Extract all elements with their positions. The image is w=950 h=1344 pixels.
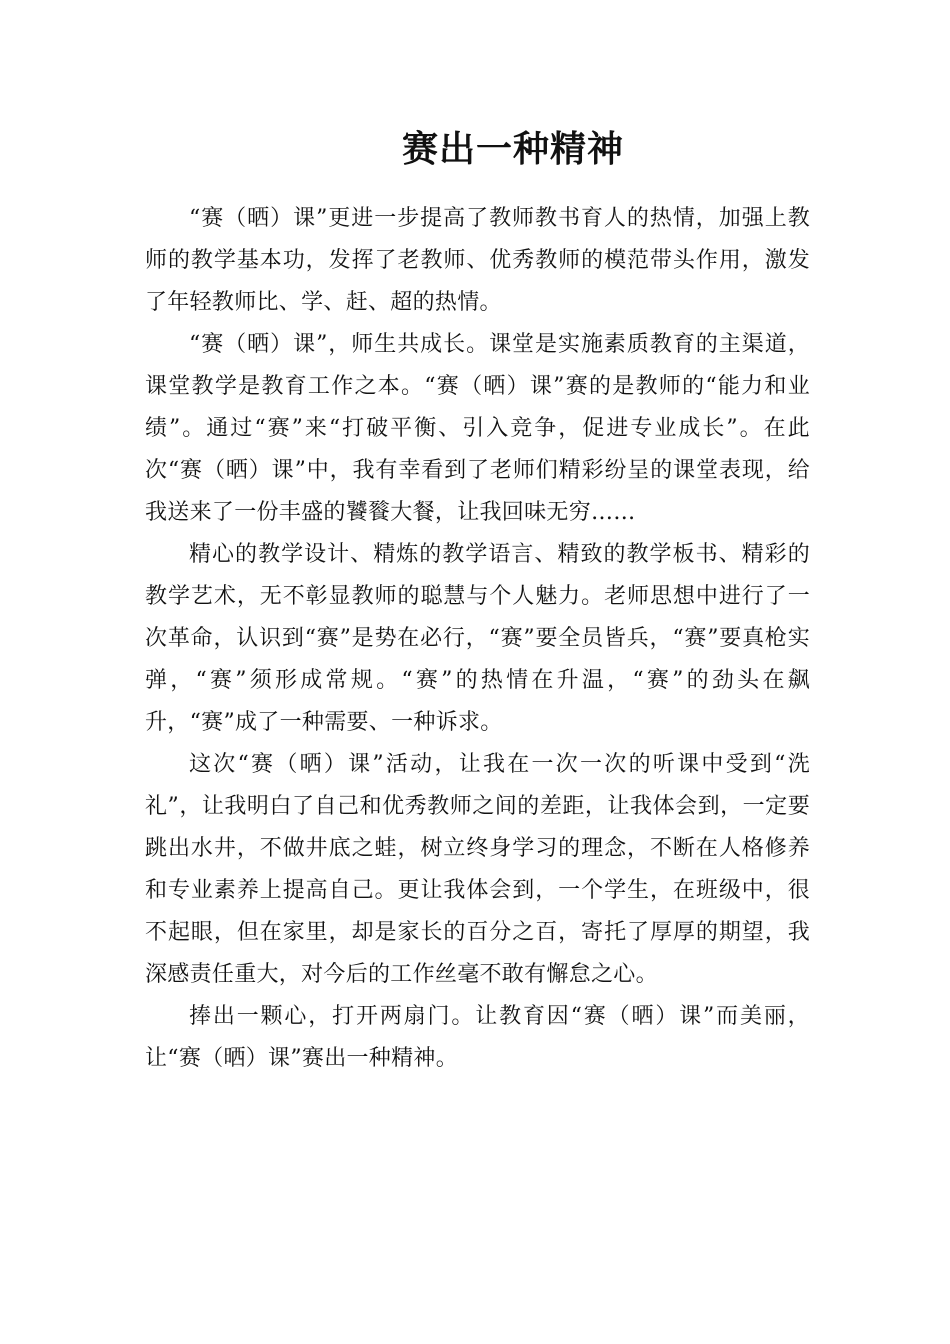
- paragraph-2: “赛（晒）课”，师生共成长。课堂是实施素质教育的主渠道，课堂教学是教育工作之本。“赛（晒）课”赛的是教师的“能力和业绩”。通过“赛”来“打破平衡、引入竞争，促进专业成长”。在此次“赛（晒）课”中，我有幸看到了老师们精彩纷呈的课堂表现，给我送来了一份丰盛的饕餮大餐，让我回味无穷……: [145, 332, 810, 525]
- paragraph-4: 这次“赛（晒）课”活动，让我在一次一次的听课中受到“洗礼”，让我明白了自己和优秀教师之间的差距，让我体会到，一定要跳出水井，不做井底之蛙，树立终身学习的理念，不断在人格修养和专业素养上提高自己。更让我体会到，一个学生，在班级中，很不起眼，但在家里，却是家长的百分之百，寄托了厚厚的期望，我深感责任重大，对今后的工作丝毫不敢有懈怠之心。: [145, 752, 810, 987]
- document-body: [145, 198, 810, 1080]
- document-title: 赛出一种精神: [401, 129, 624, 170]
- paragraph-1: “赛（晒）课”更进一步提高了教师教书育人的热情，加强上教师的教学基本功，发挥了老教师、优秀教师的模范带头作用，激发了年轻教师比、学、赶、超的热情。: [145, 206, 810, 315]
- paragraph-3: 精心的教学设计、精炼的教学语言、精致的教学板书、精彩的教学艺术，无不彰显教师的聪慧与个人魅力。老师思想中进行了一次革命，认识到“赛”是势在必行，“赛”要全员皆兵，“赛”要真枪实弹，“赛”须形成常规。“赛”的热情在升温，“赛”的劲头在飙升，“赛”成了一种需要、一种诉求。: [145, 542, 810, 735]
- paragraph-5: 捧出一颗心，打开两扇门。让教育因“赛（晒）课”而美丽，让“赛（晒）课”赛出一种精神。: [145, 1004, 810, 1071]
